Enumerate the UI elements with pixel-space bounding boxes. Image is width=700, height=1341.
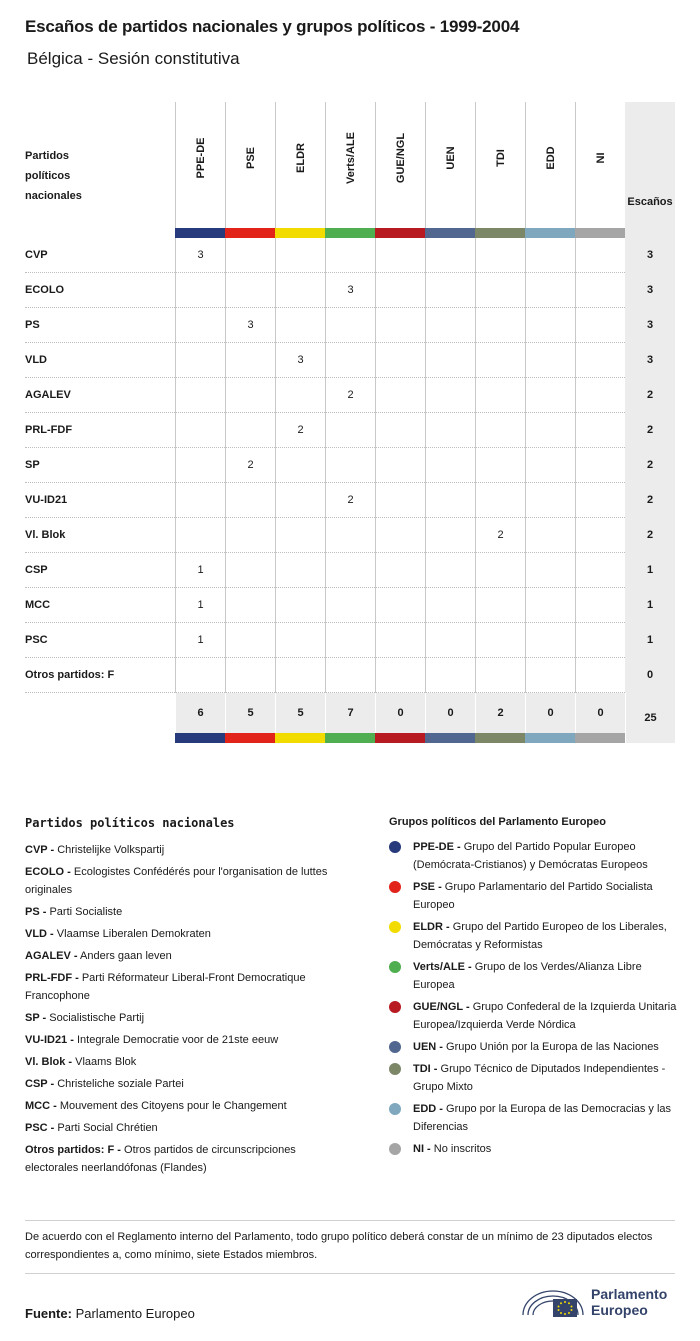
group-legend-name: Grupo Unión por la Europa de las Naciones xyxy=(446,1041,659,1053)
seat-cell xyxy=(225,378,275,413)
seat-cell xyxy=(575,273,625,308)
seat-cell xyxy=(375,343,425,378)
table-row xyxy=(25,518,675,553)
party-legend-name: Vlaams Blok xyxy=(75,1056,137,1068)
row-total-cell: 2 xyxy=(625,413,675,448)
seat-cell xyxy=(425,658,475,693)
seat-cell xyxy=(425,378,475,413)
total-column-header xyxy=(625,102,675,238)
group-legend-name: Grupo por la Europa de las Democracias y las Diferencias xyxy=(413,1103,672,1133)
seat-cell xyxy=(275,553,325,588)
group-color-bar xyxy=(175,733,225,743)
party-name: CVP xyxy=(25,249,48,261)
logo-line-1: Parlamento xyxy=(591,1286,668,1302)
seat-cell xyxy=(325,553,375,588)
seat-cell xyxy=(575,238,625,273)
group-column-header xyxy=(375,102,425,228)
group-color-dot-icon xyxy=(389,1041,401,1053)
seat-cell xyxy=(375,238,425,273)
party-legend-item xyxy=(25,841,345,859)
group-column-label: ELDR xyxy=(294,143,307,173)
group-color-bar xyxy=(225,228,275,238)
seat-cell xyxy=(275,588,325,623)
seat-cell xyxy=(175,378,225,413)
seat-cell xyxy=(525,623,575,658)
seat-cell: 2 xyxy=(325,483,375,518)
seat-cell xyxy=(475,658,525,693)
group-column-header xyxy=(525,102,575,228)
seat-cell xyxy=(425,273,475,308)
group-total-cell: 7 xyxy=(325,693,375,733)
seat-cell xyxy=(325,588,375,623)
political-groups-legend xyxy=(389,816,679,1162)
seat-cell: 1 xyxy=(175,588,225,623)
seat-cell xyxy=(525,588,575,623)
party-legend-item xyxy=(25,1053,345,1071)
group-legend-abbr: ELDR - xyxy=(413,921,450,933)
party-legend-name: Ecologistes Confédérés pour l'organisation de luttes originales xyxy=(25,866,328,896)
seat-cell xyxy=(375,273,425,308)
party-name: MCC xyxy=(25,599,51,611)
seat-cell xyxy=(275,658,325,693)
party-name: PRL-FDF xyxy=(25,424,73,436)
party-legend-name: Parti Socialiste xyxy=(49,906,123,918)
seat-cell xyxy=(375,448,425,483)
group-legend-name: Grupo de los Verdes/Alianza Libre Europea xyxy=(413,961,642,991)
party-legend-item xyxy=(25,903,345,921)
table-row xyxy=(25,658,675,693)
group-total-cell: 2 xyxy=(475,693,525,733)
group-color-bar xyxy=(325,228,375,238)
group-color-bar xyxy=(375,733,425,743)
grand-total-cell: 25 xyxy=(625,693,675,743)
group-total-cell: 5 xyxy=(225,693,275,733)
seat-cell xyxy=(325,308,375,343)
seat-cell: 1 xyxy=(175,623,225,658)
seat-cell: 3 xyxy=(275,343,325,378)
row-total-cell: 3 xyxy=(625,273,675,308)
seat-cell: 3 xyxy=(175,238,225,273)
party-legend-item xyxy=(25,1075,345,1093)
total-column-label: Escaños xyxy=(627,196,673,208)
divider xyxy=(25,1273,675,1274)
group-legend-abbr: EDD - xyxy=(413,1103,443,1115)
row-total-cell: 3 xyxy=(625,238,675,273)
seat-cell: 1 xyxy=(175,553,225,588)
seat-cell xyxy=(225,623,275,658)
seat-cell xyxy=(475,343,525,378)
party-legend-name: Parti Réformateur Liberal-Front Democratique Francophone xyxy=(25,972,306,1002)
group-legend-name: No inscritos xyxy=(433,1143,492,1155)
group-column-label: PSE xyxy=(244,146,257,170)
page-subtitle: Bélgica - Sesión constitutiva xyxy=(27,49,240,68)
row-total-cell: 3 xyxy=(625,343,675,378)
party-name: VU-ID21 xyxy=(25,494,68,506)
group-color-bar xyxy=(175,228,225,238)
party-legend-name: Integrale Democratie voor de 21ste eeuw xyxy=(76,1034,279,1046)
group-color-dot-icon xyxy=(389,1103,401,1115)
seat-cell xyxy=(175,658,225,693)
group-legend-item xyxy=(389,998,679,1034)
seat-cell xyxy=(475,553,525,588)
seat-cell xyxy=(225,483,275,518)
party-legend-item xyxy=(25,1097,345,1115)
seat-cell xyxy=(175,483,225,518)
hemicycle-eu-flag-icon xyxy=(519,1285,587,1321)
group-legend-item xyxy=(389,958,679,994)
seat-cell xyxy=(525,238,575,273)
seat-cell xyxy=(525,553,575,588)
table-row xyxy=(25,553,675,588)
table-row xyxy=(25,623,675,658)
group-column-header xyxy=(475,102,525,228)
party-legend-name: Socialistische Partij xyxy=(49,1012,145,1024)
seat-cell xyxy=(525,413,575,448)
group-total-cell: 6 xyxy=(175,693,225,733)
seat-cell xyxy=(425,238,475,273)
party-name: SP xyxy=(25,459,40,471)
group-color-bar xyxy=(375,228,425,238)
seat-cell xyxy=(375,553,425,588)
party-legend-item xyxy=(25,1119,345,1137)
seat-cell xyxy=(525,518,575,553)
seat-cell xyxy=(325,658,375,693)
row-total-cell: 2 xyxy=(625,378,675,413)
group-legend-item xyxy=(389,1060,679,1096)
seat-cell xyxy=(275,518,325,553)
seat-cell xyxy=(425,343,475,378)
seat-cell xyxy=(325,413,375,448)
seat-cell: 2 xyxy=(325,378,375,413)
group-legend-abbr: GUE/NGL - xyxy=(413,1001,470,1013)
party-name: AGALEV xyxy=(25,389,71,401)
party-legend-name: Christelijke Volkspartij xyxy=(57,844,165,856)
national-parties-legend-title: Partidos políticos nacionales xyxy=(25,816,235,830)
group-legend-abbr: TDI - xyxy=(413,1063,438,1075)
party-legend-abbr: Vl. Blok - xyxy=(25,1056,73,1068)
political-groups-legend-title: Grupos políticos del Parlamento Europeo xyxy=(389,816,606,828)
table-header xyxy=(25,102,675,228)
seat-cell xyxy=(575,448,625,483)
group-column-label: PPE-DE xyxy=(194,137,207,179)
seat-cell xyxy=(375,623,425,658)
party-legend-abbr: CSP - xyxy=(25,1078,55,1090)
group-column-label: GUE/NGL xyxy=(394,132,407,184)
table-row xyxy=(25,308,675,343)
group-legend-item xyxy=(389,838,679,874)
group-legend-name: Grupo Parlamentario del Partido Socialista Europeo xyxy=(413,881,653,911)
group-legend-abbr: PPE-DE - xyxy=(413,841,461,853)
seat-cell xyxy=(525,308,575,343)
group-color-bar xyxy=(225,733,275,743)
table-row xyxy=(25,588,675,623)
table-row xyxy=(25,483,675,518)
seat-cell xyxy=(275,308,325,343)
table-row xyxy=(25,448,675,483)
seat-cell xyxy=(475,308,525,343)
party-legend-abbr: AGALEV - xyxy=(25,950,78,962)
party-legend-abbr: VU-ID21 - xyxy=(25,1034,74,1046)
row-total-cell: 3 xyxy=(625,308,675,343)
table-row xyxy=(25,343,675,378)
seat-cell xyxy=(275,448,325,483)
group-color-dot-icon xyxy=(389,1063,401,1075)
seat-cell xyxy=(525,658,575,693)
party-name: Vl. Blok xyxy=(25,529,66,541)
group-column-label: Verts/ALE xyxy=(344,132,357,184)
party-legend-abbr: VLD - xyxy=(25,928,54,940)
seat-cell xyxy=(425,448,475,483)
seat-cell: 3 xyxy=(225,308,275,343)
party-legend-abbr: Otros partidos: F - xyxy=(25,1144,121,1156)
seat-cell xyxy=(425,518,475,553)
party-name: PS xyxy=(25,319,40,331)
group-total-cell: 0 xyxy=(525,693,575,733)
seat-cell xyxy=(375,518,425,553)
seat-cell xyxy=(425,588,475,623)
seat-cell xyxy=(275,483,325,518)
party-legend-name: Christeliche soziale Partei xyxy=(57,1078,184,1090)
table-row xyxy=(25,413,675,448)
group-color-bar xyxy=(425,733,475,743)
seat-cell: 3 xyxy=(325,273,375,308)
national-parties-legend xyxy=(25,816,345,1181)
group-legend-item xyxy=(389,878,679,914)
seat-cell xyxy=(225,658,275,693)
seat-cell xyxy=(275,238,325,273)
group-color-bar xyxy=(275,228,325,238)
party-legend-abbr: CVP - xyxy=(25,844,55,856)
seat-cell xyxy=(375,378,425,413)
seat-cell xyxy=(225,413,275,448)
party-legend-item xyxy=(25,1031,345,1049)
seat-cell xyxy=(475,238,525,273)
party-legend-item xyxy=(25,1009,345,1027)
party-legend-name: Anders gaan leven xyxy=(80,950,172,962)
group-legend-item xyxy=(389,1140,679,1158)
row-total-cell: 2 xyxy=(625,448,675,483)
seat-cell xyxy=(475,588,525,623)
seat-cell xyxy=(175,308,225,343)
group-color-bar xyxy=(525,228,575,238)
group-total-cell: 0 xyxy=(375,693,425,733)
seat-cell xyxy=(375,413,425,448)
row-total-cell: 2 xyxy=(625,518,675,553)
seat-cell xyxy=(325,238,375,273)
row-total-cell: 1 xyxy=(625,623,675,658)
page-title: Escaños de partidos nacionales y grupos políticos - 1999-2004 xyxy=(25,17,520,36)
seat-cell xyxy=(575,343,625,378)
divider xyxy=(25,1220,675,1221)
seat-cell xyxy=(375,588,425,623)
seat-cell xyxy=(575,588,625,623)
seat-cell xyxy=(575,483,625,518)
party-legend-item xyxy=(25,1141,345,1177)
party-name: VLD xyxy=(25,354,47,366)
logo-line-2: Europeo xyxy=(591,1302,648,1318)
party-legend-abbr: SP - xyxy=(25,1012,47,1024)
seat-cell xyxy=(575,623,625,658)
party-legend-name: Vlaamse Liberalen Demokraten xyxy=(56,928,211,940)
seat-cell xyxy=(325,518,375,553)
row-total-cell: 1 xyxy=(625,553,675,588)
row-total-cell: 2 xyxy=(625,483,675,518)
seat-cell xyxy=(575,658,625,693)
seat-cell xyxy=(225,518,275,553)
source-line xyxy=(25,1306,195,1321)
group-color-dot-icon xyxy=(389,881,401,893)
seat-cell xyxy=(475,623,525,658)
seat-cell xyxy=(175,343,225,378)
party-legend-abbr: ECOLO - xyxy=(25,866,71,878)
party-legend-abbr: MCC - xyxy=(25,1100,57,1112)
seat-cell xyxy=(425,623,475,658)
group-column-header xyxy=(275,102,325,228)
seat-cell xyxy=(375,483,425,518)
seat-cell xyxy=(575,413,625,448)
group-color-bar xyxy=(475,228,525,238)
seat-cell xyxy=(325,623,375,658)
row-total-cell: 1 xyxy=(625,588,675,623)
footnote: De acuerdo con el Reglamento interno del Parlamento, todo grupo político deberá constar de un mínimo de 23 diputados electos correspondientes a, como mínimo, siete Estados miembros. xyxy=(25,1231,653,1261)
seat-cell: 2 xyxy=(225,448,275,483)
group-legend-name: Grupo del Partido Europeo de los Liberales, Demócratas y Reformistas xyxy=(413,921,667,951)
group-legend-name: Grupo Técnico de Diputados Independientes - Grupo Mixto xyxy=(413,1063,666,1093)
party-name: PSC xyxy=(25,634,48,646)
group-color-dot-icon xyxy=(389,961,401,973)
group-color-dot-icon xyxy=(389,841,401,853)
seat-cell xyxy=(225,553,275,588)
seat-cell xyxy=(175,413,225,448)
group-legend-abbr: Verts/ALE - xyxy=(413,961,472,973)
party-legend-item xyxy=(25,925,345,943)
seat-cell xyxy=(325,343,375,378)
table-row xyxy=(25,238,675,273)
party-legend-item xyxy=(25,863,345,899)
seat-cell xyxy=(475,273,525,308)
party-legend-item xyxy=(25,947,345,965)
seat-cell xyxy=(575,378,625,413)
seat-cell xyxy=(275,623,325,658)
seat-cell xyxy=(525,448,575,483)
party-legend-abbr: PSC - xyxy=(25,1122,55,1134)
group-color-dot-icon xyxy=(389,1001,401,1013)
group-color-bar xyxy=(275,733,325,743)
party-column-header: Partidos políticos nacionales xyxy=(25,150,82,202)
group-legend-abbr: NI - xyxy=(413,1143,431,1155)
seat-cell xyxy=(225,238,275,273)
seat-cell xyxy=(225,588,275,623)
seat-cell xyxy=(225,273,275,308)
seat-cell xyxy=(475,483,525,518)
seat-cell xyxy=(425,553,475,588)
group-legend-item xyxy=(389,918,679,954)
group-legend-abbr: PSE - xyxy=(413,881,442,893)
party-legend-item xyxy=(25,969,345,1005)
row-total-cell: 0 xyxy=(625,658,675,693)
group-column-label: EDD xyxy=(544,146,557,170)
seat-cell xyxy=(575,553,625,588)
party-name: Otros partidos: F xyxy=(25,669,115,681)
party-name: CSP xyxy=(25,564,48,576)
source-value: Parlamento Europeo xyxy=(75,1306,195,1321)
parliament-logo xyxy=(519,1283,679,1323)
group-column-header xyxy=(425,102,475,228)
group-column-label: TDI xyxy=(494,149,507,167)
group-column-label: UEN xyxy=(444,146,457,170)
seat-cell xyxy=(425,308,475,343)
party-legend-name: Mouvement des Citoyens pour le Changement xyxy=(59,1100,287,1112)
group-legend-item xyxy=(389,1100,679,1136)
seat-cell xyxy=(425,483,475,518)
party-name: ECOLO xyxy=(25,284,65,296)
group-legend-name: Grupo del Partido Popular Europeo (Demócrata-Cristianos) y Demócratas Europeos xyxy=(413,841,648,871)
group-column-header xyxy=(325,102,375,228)
seat-cell xyxy=(175,273,225,308)
seat-cell: 2 xyxy=(275,413,325,448)
group-color-bar xyxy=(575,733,625,743)
seat-cell xyxy=(225,343,275,378)
group-total-cell: 5 xyxy=(275,693,325,733)
seat-cell xyxy=(175,448,225,483)
seat-cell xyxy=(475,448,525,483)
group-color-bar xyxy=(325,733,375,743)
seat-cell xyxy=(525,378,575,413)
group-color-bar xyxy=(575,228,625,238)
seat-cell xyxy=(525,273,575,308)
seat-cell xyxy=(575,308,625,343)
group-color-bar xyxy=(475,733,525,743)
group-column-header xyxy=(575,102,625,228)
seat-cell xyxy=(475,413,525,448)
group-column-header xyxy=(225,102,275,228)
seat-cell xyxy=(475,378,525,413)
party-legend-abbr: PS - xyxy=(25,906,47,918)
table-row xyxy=(25,273,675,308)
seat-cell xyxy=(275,273,325,308)
seat-cell xyxy=(275,378,325,413)
seat-cell xyxy=(375,658,425,693)
group-color-bar xyxy=(425,228,475,238)
totals-row xyxy=(25,693,675,733)
group-color-dot-icon xyxy=(389,921,401,933)
source-label: Fuente: xyxy=(25,1306,72,1321)
logo-wordmark xyxy=(591,1286,667,1318)
group-column-label: NI xyxy=(594,152,607,164)
group-total-cell: 0 xyxy=(425,693,475,733)
group-color-dot-icon xyxy=(389,1143,401,1155)
party-legend-name: Parti Social Chrétien xyxy=(57,1122,158,1134)
group-total-cell: 0 xyxy=(575,693,625,733)
group-legend-item xyxy=(389,1038,679,1056)
seat-cell xyxy=(325,448,375,483)
seat-cell xyxy=(525,483,575,518)
seat-cell: 2 xyxy=(475,518,525,553)
party-legend-abbr: PRL-FDF - xyxy=(25,972,79,984)
seat-cell xyxy=(375,308,425,343)
group-legend-abbr: UEN - xyxy=(413,1041,443,1053)
seat-cell xyxy=(525,343,575,378)
group-column-header xyxy=(175,102,225,228)
party-legend-name: Otros partidos de circunscripciones electorales neerlandófonas (Flandes) xyxy=(25,1144,296,1174)
table-row xyxy=(25,378,675,413)
seat-cell xyxy=(175,518,225,553)
seat-cell xyxy=(575,518,625,553)
group-legend-name: Grupo Confederal de la Izquierda Unitaria Europea/Izquierda Verde Nórdica xyxy=(413,1001,677,1031)
group-color-bar xyxy=(525,733,575,743)
seat-cell xyxy=(425,413,475,448)
